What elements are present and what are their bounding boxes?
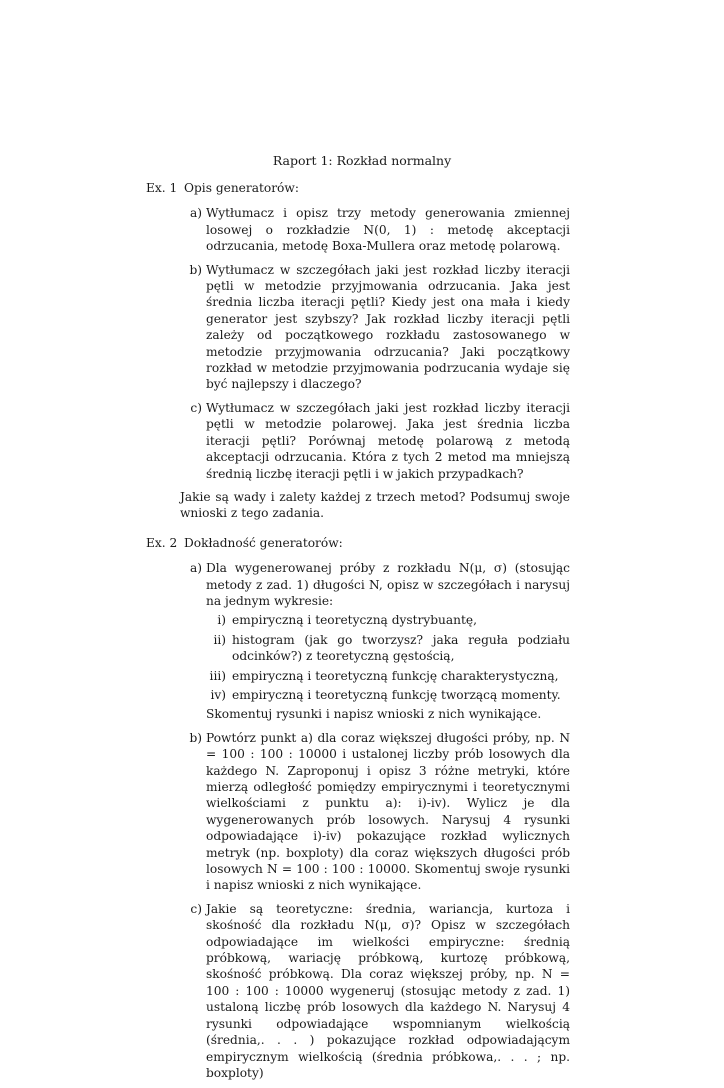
exercise-2-item-a [180, 560, 570, 723]
item-label: c) [190, 400, 202, 415]
subitem-text: empiryczną i teoretyczną funkcję tworzącą momenty. [232, 687, 561, 702]
item-text: Wytłumacz w szczegółach jaki jest rozkład liczby iteracji pętli w metodzie przyjmowania odrzucania. Jaka jest średnia liczba iteracji pętli? Kiedy jest ona mała i kiedy generator jest szybszy? Jak rozkład liczby iteracji pętli zależy od początkowego rozkładu zastosowanego w metodzie przyjmowania odrzucania? Jaki początkowy rozkład w metodzie przyjmowania podrzucania wydaje się być najlepszy i dlaczego? [206, 262, 570, 392]
exercise-1 [146, 180, 570, 522]
item-text: Powtórz punkt a) dla coraz większej długości próby, np. N = 100 : 100 : 10000 i ustalonej liczby prób losowych dla każdego N. Zaproponuj i opisz 3 różne metryki, które mierzą odległość pomiędzy empirycznymi i teoretycznymi wielkościami z punktu a): i)-iv). Wylicz je dla wygenerowanych prób losowych. Narysuj 4 rysunki odpowiadające i)-iv) pokazujące rozkład wylicznych metryk (np. boxploty) dla coraz większych długości prób losowych N = 100 : 100 : 10000. Skomentuj swoje rysunki i napisz wnioski z nich wynikające. [206, 730, 570, 893]
item-label: a) [189, 561, 202, 576]
item-text: Wytłumacz i opisz trzy metody generowania zmiennej losowej o rozkładzie N(0, 1) : metodę akceptacji odrzucania, metodę Boxa-Mullera oraz metodę polarową. [206, 206, 570, 254]
exercise-2-item-c [180, 901, 570, 1081]
exercise-2-item-b [180, 730, 570, 894]
subitem-label: iii) [209, 668, 226, 683]
subitem-iv [206, 687, 570, 703]
subitem-ii [206, 632, 570, 665]
exercise-2-item-a-note: Skomentuj rysunki i napisz wnioski z nich wynikające. [206, 707, 542, 722]
exercise-1-label: Ex. 1 [146, 181, 178, 195]
exercise-2-label: Ex. 2 [146, 535, 178, 550]
item-label: a) [189, 206, 202, 221]
subitem-label: i) [217, 613, 226, 628]
document-body [146, 180, 570, 1088]
subitem-label: ii) [213, 632, 226, 647]
exercise-1-items [146, 205, 570, 482]
exercise-1-item-a [180, 205, 570, 254]
exercise-1-item-b [180, 262, 570, 393]
item-label: c) [190, 901, 202, 916]
item-text: Wytłumacz w szczegółach jaki jest rozkład liczby iteracji pętli w metodzie polarowej. Jaka jest średnia liczba iteracji pętli? Porównaj metodę polarową z metodą akceptacji odrzucania. Która z tych 2 metod ma mniejszą średnią liczbę iteracji pętli i w jakich przypadkach? [206, 400, 570, 481]
document-title: Raport 1: Rozkład normalny [272, 153, 452, 168]
subitem-text: empiryczną i teoretyczną funkcję charakterystyczną, [232, 668, 559, 683]
exercise-1-closing: Jakie są wady i zalety każdej z trzech metod? Podsumuj swoje wnioski z tego zadania. [180, 489, 570, 521]
subitem-iii [206, 668, 570, 684]
exercise-2-items [146, 560, 570, 1081]
item-text: Dla wygenerowanej próby z rozkładu N(μ, σ) (stosując metody z zad. 1) długości N, opisz w szczegółach i narysuj na jednym wykresie: [206, 561, 570, 608]
exercise-1-heading [146, 180, 570, 196]
item-text: Jakie są teoretyczne: średnia, wariancja, kurtoza i skośność dla rozkładu N(μ, σ)? Opisz w szczegółach odpowiadające im wielkości empiryczne: średnią próbkową, wariację próbkową, kurtozę próbkową, skośność próbkową. Dla coraz większej próby, np. N = 100 : 100 : 10000 wygeneruj (stosując metody z zad. 1) ustaloną liczbę prób losowych dla każdego N. Narysuj 4 rysunki odpowiadające wspomnianym wielkością (średnia,. . . ) pokazujące rozkład odpowiadającym empirycznym wielkością (średnia próbkowa,. . . ; np. boxploty) [206, 901, 570, 1080]
exercise-1-title: Opis generatorów: [184, 181, 299, 195]
exercise-2-subitems [206, 612, 570, 703]
item-label: b) [189, 730, 202, 745]
subitem-text: histogram (jak go tworzysz? jaka reguła podziału odcinków?) z teoretyczną gęstością, [232, 632, 570, 664]
item-label: b) [189, 262, 202, 277]
subitem-label: iv) [210, 687, 226, 702]
subitem-i [206, 612, 570, 628]
exercise-1-item-c [180, 400, 570, 482]
exercise-2-title: Dokładność generatorów: [184, 535, 343, 550]
subitem-text: empiryczną i teoretyczną dystrybuantę, [232, 613, 477, 628]
exercise-2-heading [146, 535, 570, 551]
exercise-2 [146, 535, 570, 1082]
